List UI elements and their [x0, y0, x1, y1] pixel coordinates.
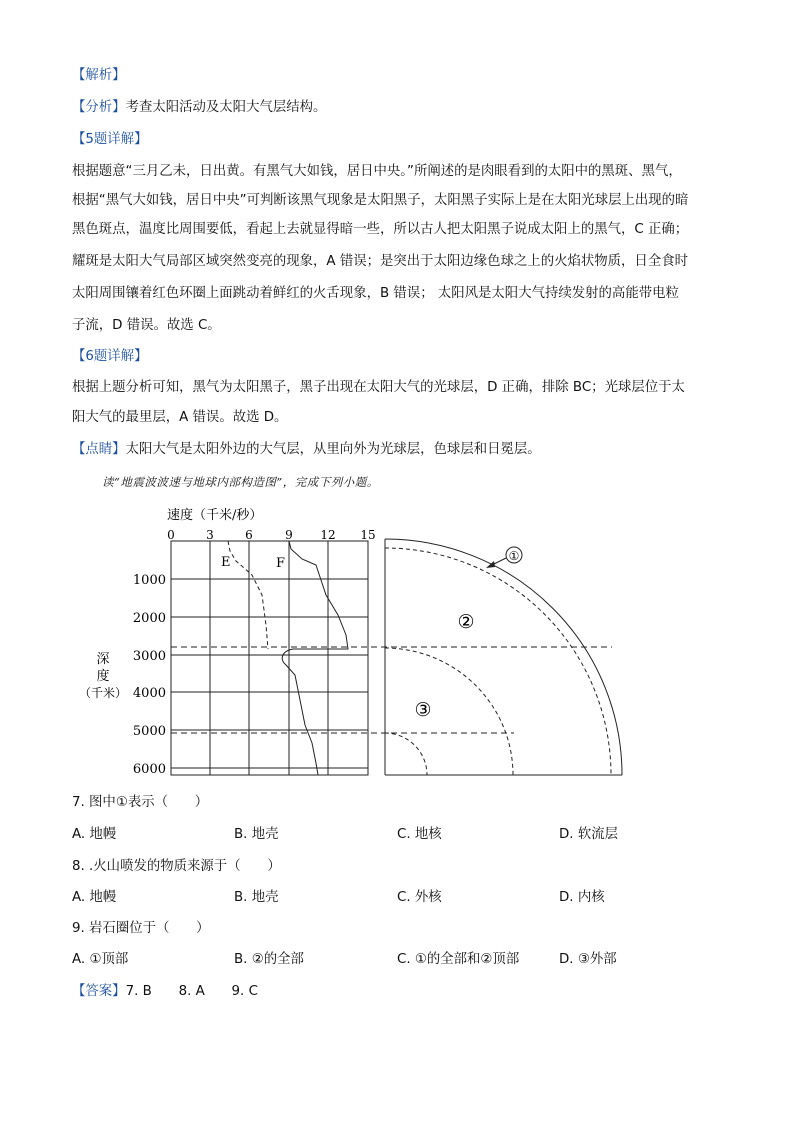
q8-option-a: A. 地幔 — [72, 890, 117, 905]
depth-label-1: 深 — [96, 652, 110, 667]
q5-header: 【5题详解】 — [72, 132, 148, 147]
layer-2-label: ② — [457, 611, 475, 633]
depth-tick: 2000 — [132, 611, 166, 626]
fenxi-text: 考查太阳活动及太阳大气层结构。 — [125, 100, 327, 115]
q9-option-d: D. ③外部 — [559, 952, 617, 967]
dianjing-tag: 【点睛】 — [72, 442, 126, 457]
q9-option-b: B. ②的全部 — [234, 952, 304, 967]
q6-header: 【6题详解】 — [72, 349, 148, 364]
speed-tick: 6 — [245, 528, 253, 542]
question-8-stem: 8. .火山喷发的物质来源于（ ） — [72, 859, 281, 874]
q8-option-d: D. 内核 — [559, 890, 605, 905]
analysis-fenxi — [72, 98, 326, 118]
q8-option-b: B. 地壳 — [234, 890, 279, 905]
crust-boundary-arc — [385, 548, 611, 775]
speed-axis-title: 速度（千米/秒） — [167, 508, 263, 523]
answer-line — [72, 982, 258, 1002]
q8-option-c: C. 外核 — [397, 890, 442, 905]
wave-f-curve — [282, 541, 348, 775]
mantle-core-boundary-arc — [385, 648, 513, 775]
wave-f-label: F — [276, 556, 286, 571]
speed-tick: 12 — [320, 528, 336, 542]
q7-option-d: D. 软流层 — [559, 827, 618, 842]
q5-line-3: 黑色斑点，温度比周围要低，看起上去就显得暗一些，所以古人把太阳黑子说成太阳上的黑气，C 正确； — [72, 222, 689, 237]
dianjing-text: 太阳大气是太阳外边的大气层，从里向外为光球层，色球层和日冕层。 — [125, 442, 541, 457]
speed-tick: 15 — [360, 528, 376, 542]
question-9-stem: 9. 岩石圈位于（ ） — [72, 921, 210, 936]
chart-frame — [171, 541, 368, 775]
depth-tick: 1000 — [132, 573, 166, 588]
q7-option-b: B. 地壳 — [234, 827, 279, 842]
analysis-header: 【解析】 — [72, 68, 126, 83]
fenxi-tag: 【分析】 — [72, 100, 126, 115]
q5-line-4: 耀斑是太阳大气局部区域突然变亮的现象，A 错误；是突出于太阳边缘色球之上的火焰状物质，日全食时 — [72, 254, 688, 269]
speed-tick: 3 — [206, 528, 214, 542]
wave-e-label: E — [221, 555, 231, 570]
answer-text: 7. B 8. A 9. C — [125, 984, 258, 999]
depth-label-3: （千米） — [78, 686, 128, 700]
depth-tick: 5000 — [132, 724, 166, 739]
answer-tag: 【答案】 — [72, 984, 126, 999]
figure-caption: 读“地震波波速与地球内部构造图”，完成下列小题。 — [102, 475, 379, 489]
speed-tick: 9 — [285, 528, 293, 542]
question-7-stem: 7. 图中①表示（ ） — [72, 795, 209, 810]
layer-3-label: ③ — [414, 699, 432, 721]
q6-line-1: 根据上题分析可知，黑气为太阳黑子，黑子出现在太阳大气的光球层，D 正确，排除 BC；光球层位于太 — [72, 380, 685, 395]
speed-tick: 0 — [167, 528, 175, 542]
depth-tick: 4000 — [132, 686, 166, 701]
layer-1-label: ① — [508, 549, 520, 563]
depth-tick: 6000 — [132, 762, 166, 777]
wave-e-curve — [228, 541, 268, 649]
q9-option-c: C. ①的全部和②顶部 — [397, 952, 520, 967]
inner-core-arc — [385, 733, 427, 775]
depth-tick: 3000 — [132, 649, 166, 664]
seismic-figure — [0, 495, 794, 795]
q6-line-2: 阳大气的最里层，A 错误。故选 D。 — [72, 410, 288, 425]
q5-line-2: 根据“黑气大如钱，居日中央”可判断该黑气现象是太阳黑子，太阳黑子实际上是在太阳光球层上出现的暗 — [72, 193, 689, 208]
q7-option-c: C. 地核 — [397, 827, 442, 842]
q9-option-a: A. ①顶部 — [72, 952, 129, 967]
q5-line-6: 子流，D 错误。故选 C。 — [72, 318, 221, 333]
q5-line-5: 太阳周围镶着红色环圈上面跳动着鲜红的火舌现象，B 错误； 太阳风是太阳大气持续发射的高能带电粒 — [72, 286, 679, 301]
earth-surface-arc — [385, 539, 622, 775]
analysis-dianjing — [72, 440, 541, 460]
depth-label-2: 度 — [96, 669, 110, 684]
q5-line-1: 根据题意“三月乙未，日出黄。有黑气大如钱，居日中央。”所阐述的是肉眼看到的太阳中的黑斑、黑气， — [72, 164, 682, 179]
q7-option-a: A. 地幔 — [72, 827, 117, 842]
